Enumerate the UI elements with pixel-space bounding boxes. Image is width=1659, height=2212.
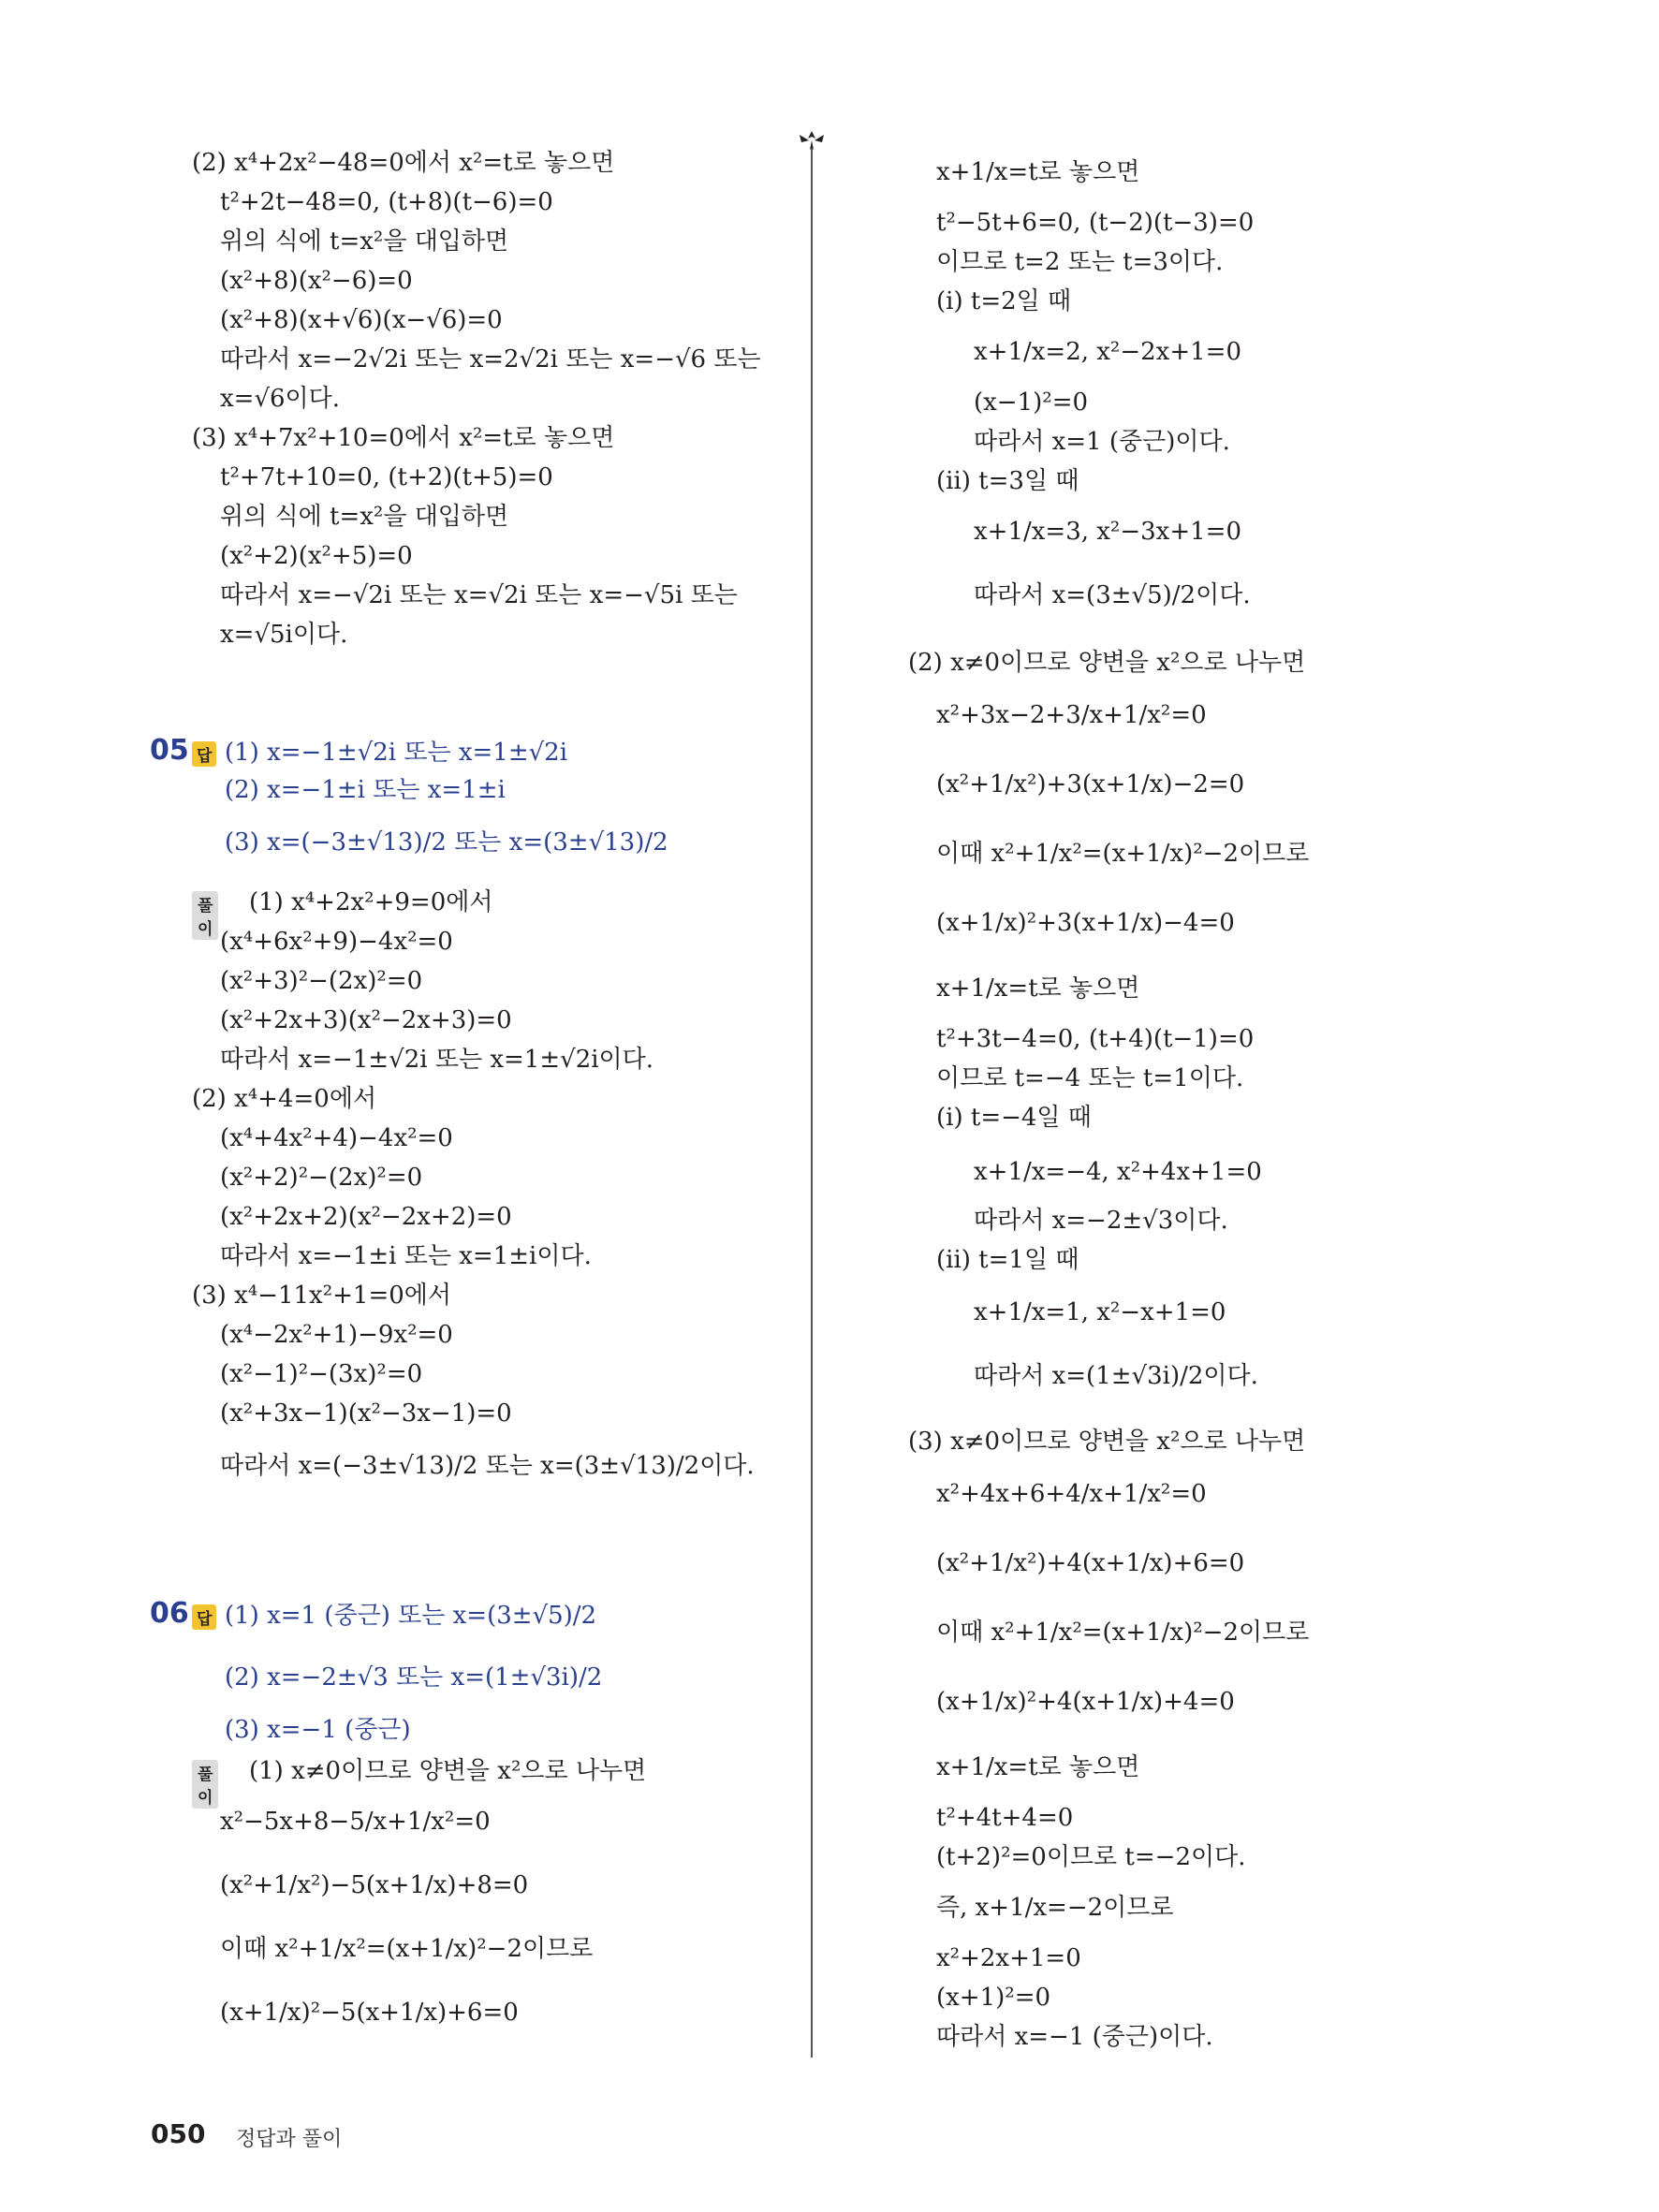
solution-line: 따라서 x=(−3±√13)/2 또는 x=(3±√13)/2이다. — [220, 1452, 755, 1480]
solution-line: x²+3x−2+3/x+1/x²=0 — [936, 701, 1207, 729]
solution-line: (1) x≠0이므로 양변을 x²으로 나누면 — [249, 1757, 647, 1785]
solution-line: t²−5t+6=0, (t−2)(t−3)=0 — [936, 209, 1255, 237]
page-number: 050 — [151, 2118, 206, 2149]
solution-line: 이므로 t=−4 또는 t=1이다. — [936, 1064, 1244, 1092]
solution-line: 위의 식에 t=x²을 대입하면 — [220, 227, 509, 256]
solution-line: (ii) t=1일 때 — [936, 1246, 1079, 1274]
solution-line: 따라서 x=−1 (중근)이다. — [936, 2023, 1213, 2051]
solution-line: x+1/x=2, x²−2x+1=0 — [974, 338, 1241, 366]
solution-line: 따라서 x=−1±√2i 또는 x=1±√2i이다. — [220, 1046, 654, 1074]
solution-line: x+1/x=t로 놓으면 — [936, 158, 1140, 186]
solution-line: (i) t=2일 때 — [936, 287, 1072, 315]
solution-line: 따라서 x=(3±√5)/2이다. — [974, 581, 1251, 609]
solution-line: 따라서 x=1 (중근)이다. — [974, 428, 1230, 456]
solution-line: (x−1)²=0 — [974, 388, 1089, 417]
ornament-icon — [796, 129, 828, 152]
solution-line: (2) x⁴+4=0에서 — [192, 1085, 377, 1113]
solution-line: (x+1/x)²+4(x+1/x)+4=0 — [936, 1688, 1235, 1716]
answer-badge: 답 — [192, 741, 216, 767]
solution-line: 따라서 x=−√2i 또는 x=√2i 또는 x=−√5i 또는 — [220, 581, 738, 609]
column-divider — [811, 148, 813, 2058]
solution-line: x+1/x=−4, x²+4x+1=0 — [974, 1158, 1262, 1186]
answer-badge: 답 — [192, 1604, 216, 1630]
solution-line: x=√6이다. — [220, 385, 341, 413]
solution-line: 따라서 x=−1±i 또는 x=1±i이다. — [220, 1242, 592, 1270]
solution-tag: 풀이 — [192, 1760, 218, 1809]
solution-line: (x⁴−2x²+1)−9x²=0 — [220, 1321, 453, 1349]
solution-line: (ii) t=3일 때 — [936, 467, 1079, 495]
solution-line: (x²+2x+3)(x²−2x+3)=0 — [220, 1006, 512, 1034]
solution-line: (x+1/x)²−5(x+1/x)+6=0 — [220, 1999, 519, 2027]
solution-line: (x+1)²=0 — [936, 1984, 1051, 2012]
solution-line: (x⁴+6x²+9)−4x²=0 — [220, 928, 453, 956]
solution-line: t²+2t−48=0, (t+8)(t−6)=0 — [220, 188, 553, 216]
solution-line: (x²+2x+2)(x²−2x+2)=0 — [220, 1203, 512, 1231]
solution-line: 이므로 t=2 또는 t=3이다. — [936, 248, 1224, 276]
solution-line: 즉, x+1/x=−2이므로 — [936, 1894, 1174, 1922]
solution-line: 따라서 x=−2√2i 또는 x=2√2i 또는 x=−√6 또는 — [220, 345, 761, 374]
solution-line: (3) x⁴+7x²+10=0에서 x²=t로 놓으면 — [192, 424, 615, 452]
solution-line: (1) x=1 (중근) 또는 x=(3±√5)/2 — [225, 1602, 597, 1630]
solution-line: (x²+2)(x²+5)=0 — [220, 542, 413, 570]
solution-line: 따라서 x=(1±√3i)/2이다. — [974, 1362, 1258, 1390]
solution-line: x=√5i이다. — [220, 621, 348, 649]
solution-line: (x²+8)(x+√6)(x−√6)=0 — [220, 306, 503, 334]
solution-line: 이때 x²+1/x²=(x+1/x)²−2이므로 — [936, 1619, 1310, 1647]
footer-title: 정답과 풀이 — [236, 2128, 343, 2151]
solution-line: 위의 식에 t=x²을 대입하면 — [220, 503, 509, 531]
solution-line: (2) x=−2±√3 또는 x=(1±√3i)/2 — [225, 1663, 603, 1692]
solution-line: x+1/x=3, x²−3x+1=0 — [974, 518, 1241, 546]
solution-line: (3) x⁴−11x²+1=0에서 — [192, 1282, 452, 1310]
solution-line: (3) x≠0이므로 양변을 x²으로 나누면 — [908, 1428, 1306, 1456]
solution-line: t²+7t+10=0, (t+2)(t+5)=0 — [220, 463, 553, 491]
solution-line: x²+2x+1=0 — [936, 1944, 1081, 1972]
solution-line: (2) x=−1±i 또는 x=1±i — [225, 776, 506, 804]
solution-tag: 풀이 — [192, 891, 218, 940]
solution-line: x²+4x+6+4/x+1/x²=0 — [936, 1480, 1207, 1508]
solution-line: (x+1/x)²+3(x+1/x)−4=0 — [936, 909, 1235, 937]
solution-line: (x²+3x−1)(x²−3x−1)=0 — [220, 1399, 512, 1428]
solution-line: t²+4t+4=0 — [936, 1804, 1074, 1832]
solution-line: 이때 x²+1/x²=(x+1/x)²−2이므로 — [220, 1935, 594, 1963]
solution-line: (3) x=−1 (중근) — [225, 1716, 411, 1744]
solution-line: (t+2)²=0이므로 t=−2이다. — [936, 1843, 1246, 1871]
solution-line: (x²+1/x²)−5(x+1/x)+8=0 — [220, 1871, 529, 1899]
problem-number: 06 — [150, 1597, 189, 1630]
solution-line: (1) x⁴+2x²+9=0에서 — [249, 888, 493, 916]
solution-line: (x²+1/x²)+4(x+1/x)+6=0 — [936, 1549, 1245, 1577]
solution-line: x+1/x=t로 놓으면 — [936, 1753, 1140, 1781]
solution-line: (2) x≠0이므로 양변을 x²으로 나누면 — [908, 649, 1306, 677]
problem-number: 05 — [150, 734, 189, 767]
solution-line: (1) x=−1±√2i 또는 x=1±√2i — [225, 739, 568, 767]
solution-line: (x⁴+4x²+4)−4x²=0 — [220, 1124, 453, 1152]
solution-line: (x²−1)²−(3x)²=0 — [220, 1360, 423, 1388]
solution-line: (i) t=−4일 때 — [936, 1104, 1092, 1132]
solution-line: x+1/x=t로 놓으면 — [936, 974, 1140, 1003]
solution-line: t²+3t−4=0, (t+4)(t−1)=0 — [936, 1025, 1255, 1053]
solution-line: (x²+8)(x²−6)=0 — [220, 267, 413, 295]
solution-line: x+1/x=1, x²−x+1=0 — [974, 1298, 1226, 1326]
solution-line: 따라서 x=−2±√3이다. — [974, 1207, 1228, 1235]
solution-line: (x²+1/x²)+3(x+1/x)−2=0 — [936, 770, 1245, 798]
solution-line: (x²+2)²−(2x)²=0 — [220, 1164, 423, 1192]
solution-line: 이때 x²+1/x²=(x+1/x)²−2이므로 — [936, 840, 1310, 868]
solution-line: (3) x=(−3±√13)/2 또는 x=(3±√13)/2 — [225, 828, 668, 857]
solution-line: (x²+3)²−(2x)²=0 — [220, 967, 423, 995]
solution-line: (2) x⁴+2x²−48=0에서 x²=t로 놓으면 — [192, 149, 615, 177]
solution-line: x²−5x+8−5/x+1/x²=0 — [220, 1808, 491, 1836]
